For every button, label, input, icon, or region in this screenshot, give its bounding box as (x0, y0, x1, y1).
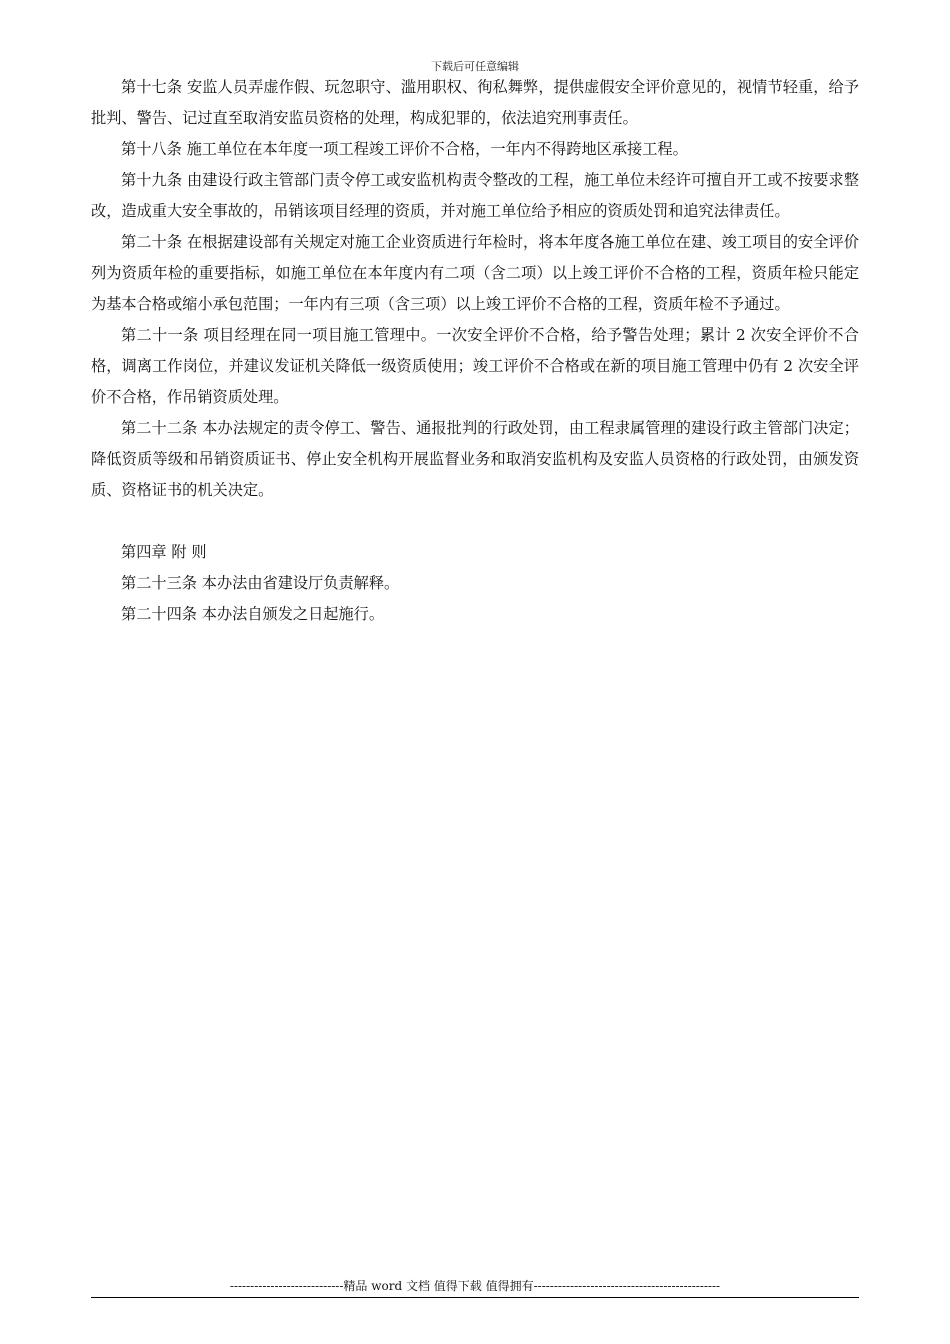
article-17: 第十七条 安监人员弄虚作假、玩忽职守、滥用职权、徇私舞弊，提供虚假安全评价意见的，视情节轻重，给予批判、警告、记过直至取消安监员资格的处理，构成犯罪的，依法追究刑事责任。 (91, 78, 859, 127)
article-20: 第二十条 在根据建设部有关规定对施工企业资质进行年检时，将本年度各施工单位在建、竣工项目的安全评价列为资质年检的重要指标，如施工单位在本年度内有二项（含二项）以上竣工评价不合格的工程，资质年检只能定为基本合格或缩小承包范围；一年内有三项（含三项）以上竣工评价不合格的工程，资质年检不予通过。 (91, 233, 859, 313)
article-24: 第二十四条 本办法自颁发之日起施行。 (121, 605, 385, 623)
footer-banner: ----------------------------精品 word 文档 值得下载 值得拥有---------------------------------------------- (229, 1279, 721, 1293)
article-19: 第十九条 由建设行政主管部门责令停工或安监机构责令整改的工程，施工单位未经许可擅自开工或不按要求整改，造成重大安全事故的，吊销该项目经理的资质，并对施工单位给予相应的资质处罚和追究法律责任。 (91, 171, 859, 220)
article-21: 第二十一条 项目经理在同一项目施工管理中。一次安全评价不合格，给予警告处理；累计 2 次安全评价不合格，调离工作岗位，并建议发证机关降低一级资质使用；竣工评价不合格或在新的项目施工管理中仍有 2 次安全评价不合格，作吊销资质处理。 (91, 326, 859, 406)
section-spacer (91, 506, 859, 537)
footer-divider (91, 1297, 859, 1298)
page-header-note: 下载后可任意编辑 (431, 60, 519, 73)
article-18: 第十八条 施工单位在本年度一项工程竣工评价不合格，一年内不得跨地区承接工程。 (121, 140, 688, 158)
document-body (91, 72, 859, 630)
chapter-heading: 第四章 附 则 (121, 543, 207, 561)
article-22: 第二十二条 本办法规定的责令停工、警告、通报批判的行政处罚，由工程隶属管理的建设行政主管部门决定；降低资质等级和吊销资质证书、停止安全机构开展监督业务和取消安监机构及安监人员资格的行政处罚，由颁发资质、资格证书的机关决定。 (91, 419, 859, 499)
article-23: 第二十三条 本办法由省建设厅负责解释。 (121, 574, 400, 592)
